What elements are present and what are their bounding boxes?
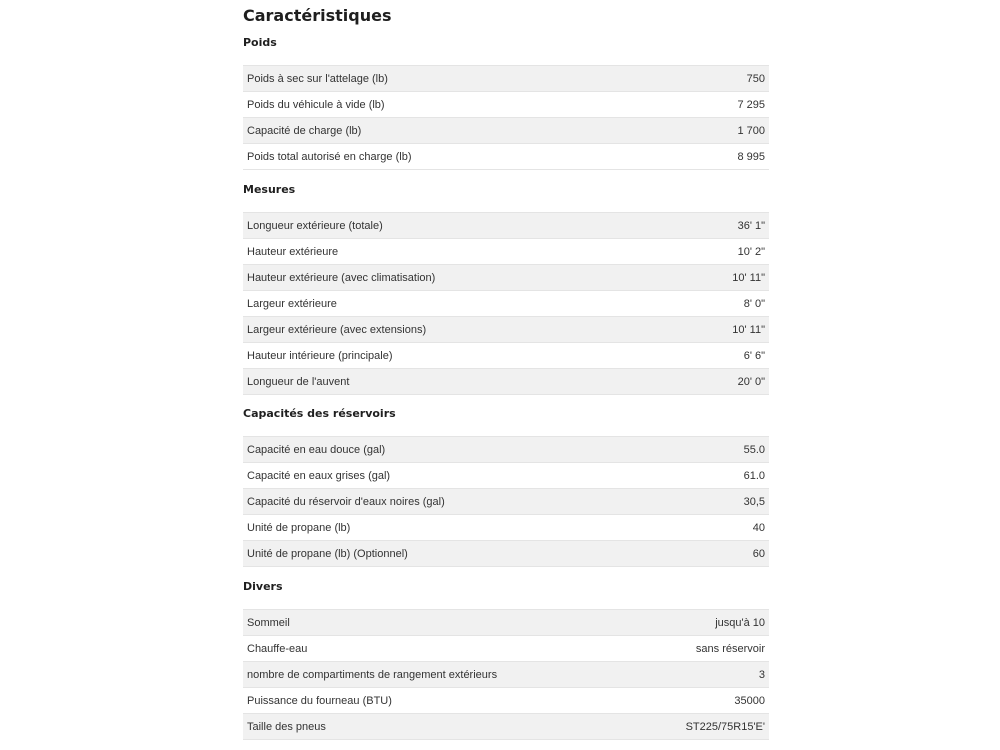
spec-value: 20' 0" bbox=[679, 369, 769, 395]
spec-row bbox=[243, 265, 769, 291]
spec-value: 6' 6" bbox=[679, 343, 769, 369]
spec-row bbox=[243, 437, 769, 463]
section-title: Divers bbox=[243, 580, 283, 593]
spec-value: ST225/75R15'E' bbox=[636, 714, 769, 740]
spec-value: 8' 0" bbox=[679, 291, 769, 317]
spec-row bbox=[243, 291, 769, 317]
spec-label: Longueur extérieure (totale) bbox=[243, 213, 679, 239]
spec-label: Capacité en eau douce (gal) bbox=[243, 437, 703, 463]
spec-row bbox=[243, 662, 769, 688]
spec-value: 1 700 bbox=[679, 118, 769, 144]
spec-row bbox=[243, 714, 769, 740]
spec-value: 35000 bbox=[636, 688, 769, 714]
spec-label: Largeur extérieure bbox=[243, 291, 679, 317]
spec-label: nombre de compartiments de rangement extérieurs bbox=[243, 662, 636, 688]
spec-label: Poids à sec sur l'attelage (lb) bbox=[243, 66, 679, 92]
spec-label: Longueur de l'auvent bbox=[243, 369, 679, 395]
spec-value: 40 bbox=[703, 515, 769, 541]
spec-table bbox=[243, 436, 769, 567]
spec-table bbox=[243, 65, 769, 170]
spec-row bbox=[243, 541, 769, 567]
spec-label: Sommeil bbox=[243, 610, 636, 636]
spec-label: Capacité du réservoir d'eaux noires (gal) bbox=[243, 489, 703, 515]
spec-row bbox=[243, 369, 769, 395]
spec-row bbox=[243, 688, 769, 714]
spec-table bbox=[243, 609, 769, 740]
spec-value: 3 bbox=[636, 662, 769, 688]
spec-row bbox=[243, 515, 769, 541]
spec-value: 30,5 bbox=[703, 489, 769, 515]
spec-label: Puissance du fourneau (BTU) bbox=[243, 688, 636, 714]
spec-value: 750 bbox=[679, 66, 769, 92]
spec-label: Poids du véhicule à vide (lb) bbox=[243, 92, 679, 118]
spec-row bbox=[243, 118, 769, 144]
spec-label: Poids total autorisé en charge (lb) bbox=[243, 144, 679, 170]
spec-row bbox=[243, 144, 769, 170]
spec-row bbox=[243, 610, 769, 636]
spec-label: Hauteur intérieure (principale) bbox=[243, 343, 679, 369]
spec-label: Capacité de charge (lb) bbox=[243, 118, 679, 144]
spec-value: 10' 11" bbox=[679, 317, 769, 343]
specs-container bbox=[243, 0, 769, 740]
spec-row bbox=[243, 317, 769, 343]
spec-row bbox=[243, 489, 769, 515]
spec-value: 61.0 bbox=[703, 463, 769, 489]
section-title: Mesures bbox=[243, 183, 296, 196]
spec-row bbox=[243, 92, 769, 118]
section-title: Poids bbox=[243, 36, 277, 49]
spec-label: Taille des pneus bbox=[243, 714, 636, 740]
spec-row bbox=[243, 636, 769, 662]
section-title: Capacités des réservoirs bbox=[243, 407, 396, 420]
page-title: Caractéristiques bbox=[243, 6, 392, 25]
spec-row bbox=[243, 463, 769, 489]
spec-table bbox=[243, 212, 769, 395]
spec-row bbox=[243, 66, 769, 92]
spec-label: Hauteur extérieure bbox=[243, 239, 679, 265]
spec-value: 10' 2" bbox=[679, 239, 769, 265]
spec-label: Unité de propane (lb) (Optionnel) bbox=[243, 541, 703, 567]
spec-label: Capacité en eaux grises (gal) bbox=[243, 463, 703, 489]
spec-label: Unité de propane (lb) bbox=[243, 515, 703, 541]
spec-value: 36' 1" bbox=[679, 213, 769, 239]
spec-value: jusqu'à 10 bbox=[636, 610, 769, 636]
spec-value: 60 bbox=[703, 541, 769, 567]
spec-label: Hauteur extérieure (avec climatisation) bbox=[243, 265, 679, 291]
spec-value: sans réservoir bbox=[636, 636, 769, 662]
spec-value: 7 295 bbox=[679, 92, 769, 118]
spec-row bbox=[243, 213, 769, 239]
spec-value: 10' 11" bbox=[679, 265, 769, 291]
spec-label: Largeur extérieure (avec extensions) bbox=[243, 317, 679, 343]
spec-label: Chauffe-eau bbox=[243, 636, 636, 662]
spec-value: 55.0 bbox=[703, 437, 769, 463]
spec-row bbox=[243, 343, 769, 369]
spec-row bbox=[243, 239, 769, 265]
spec-value: 8 995 bbox=[679, 144, 769, 170]
spec-sections bbox=[243, 35, 769, 740]
